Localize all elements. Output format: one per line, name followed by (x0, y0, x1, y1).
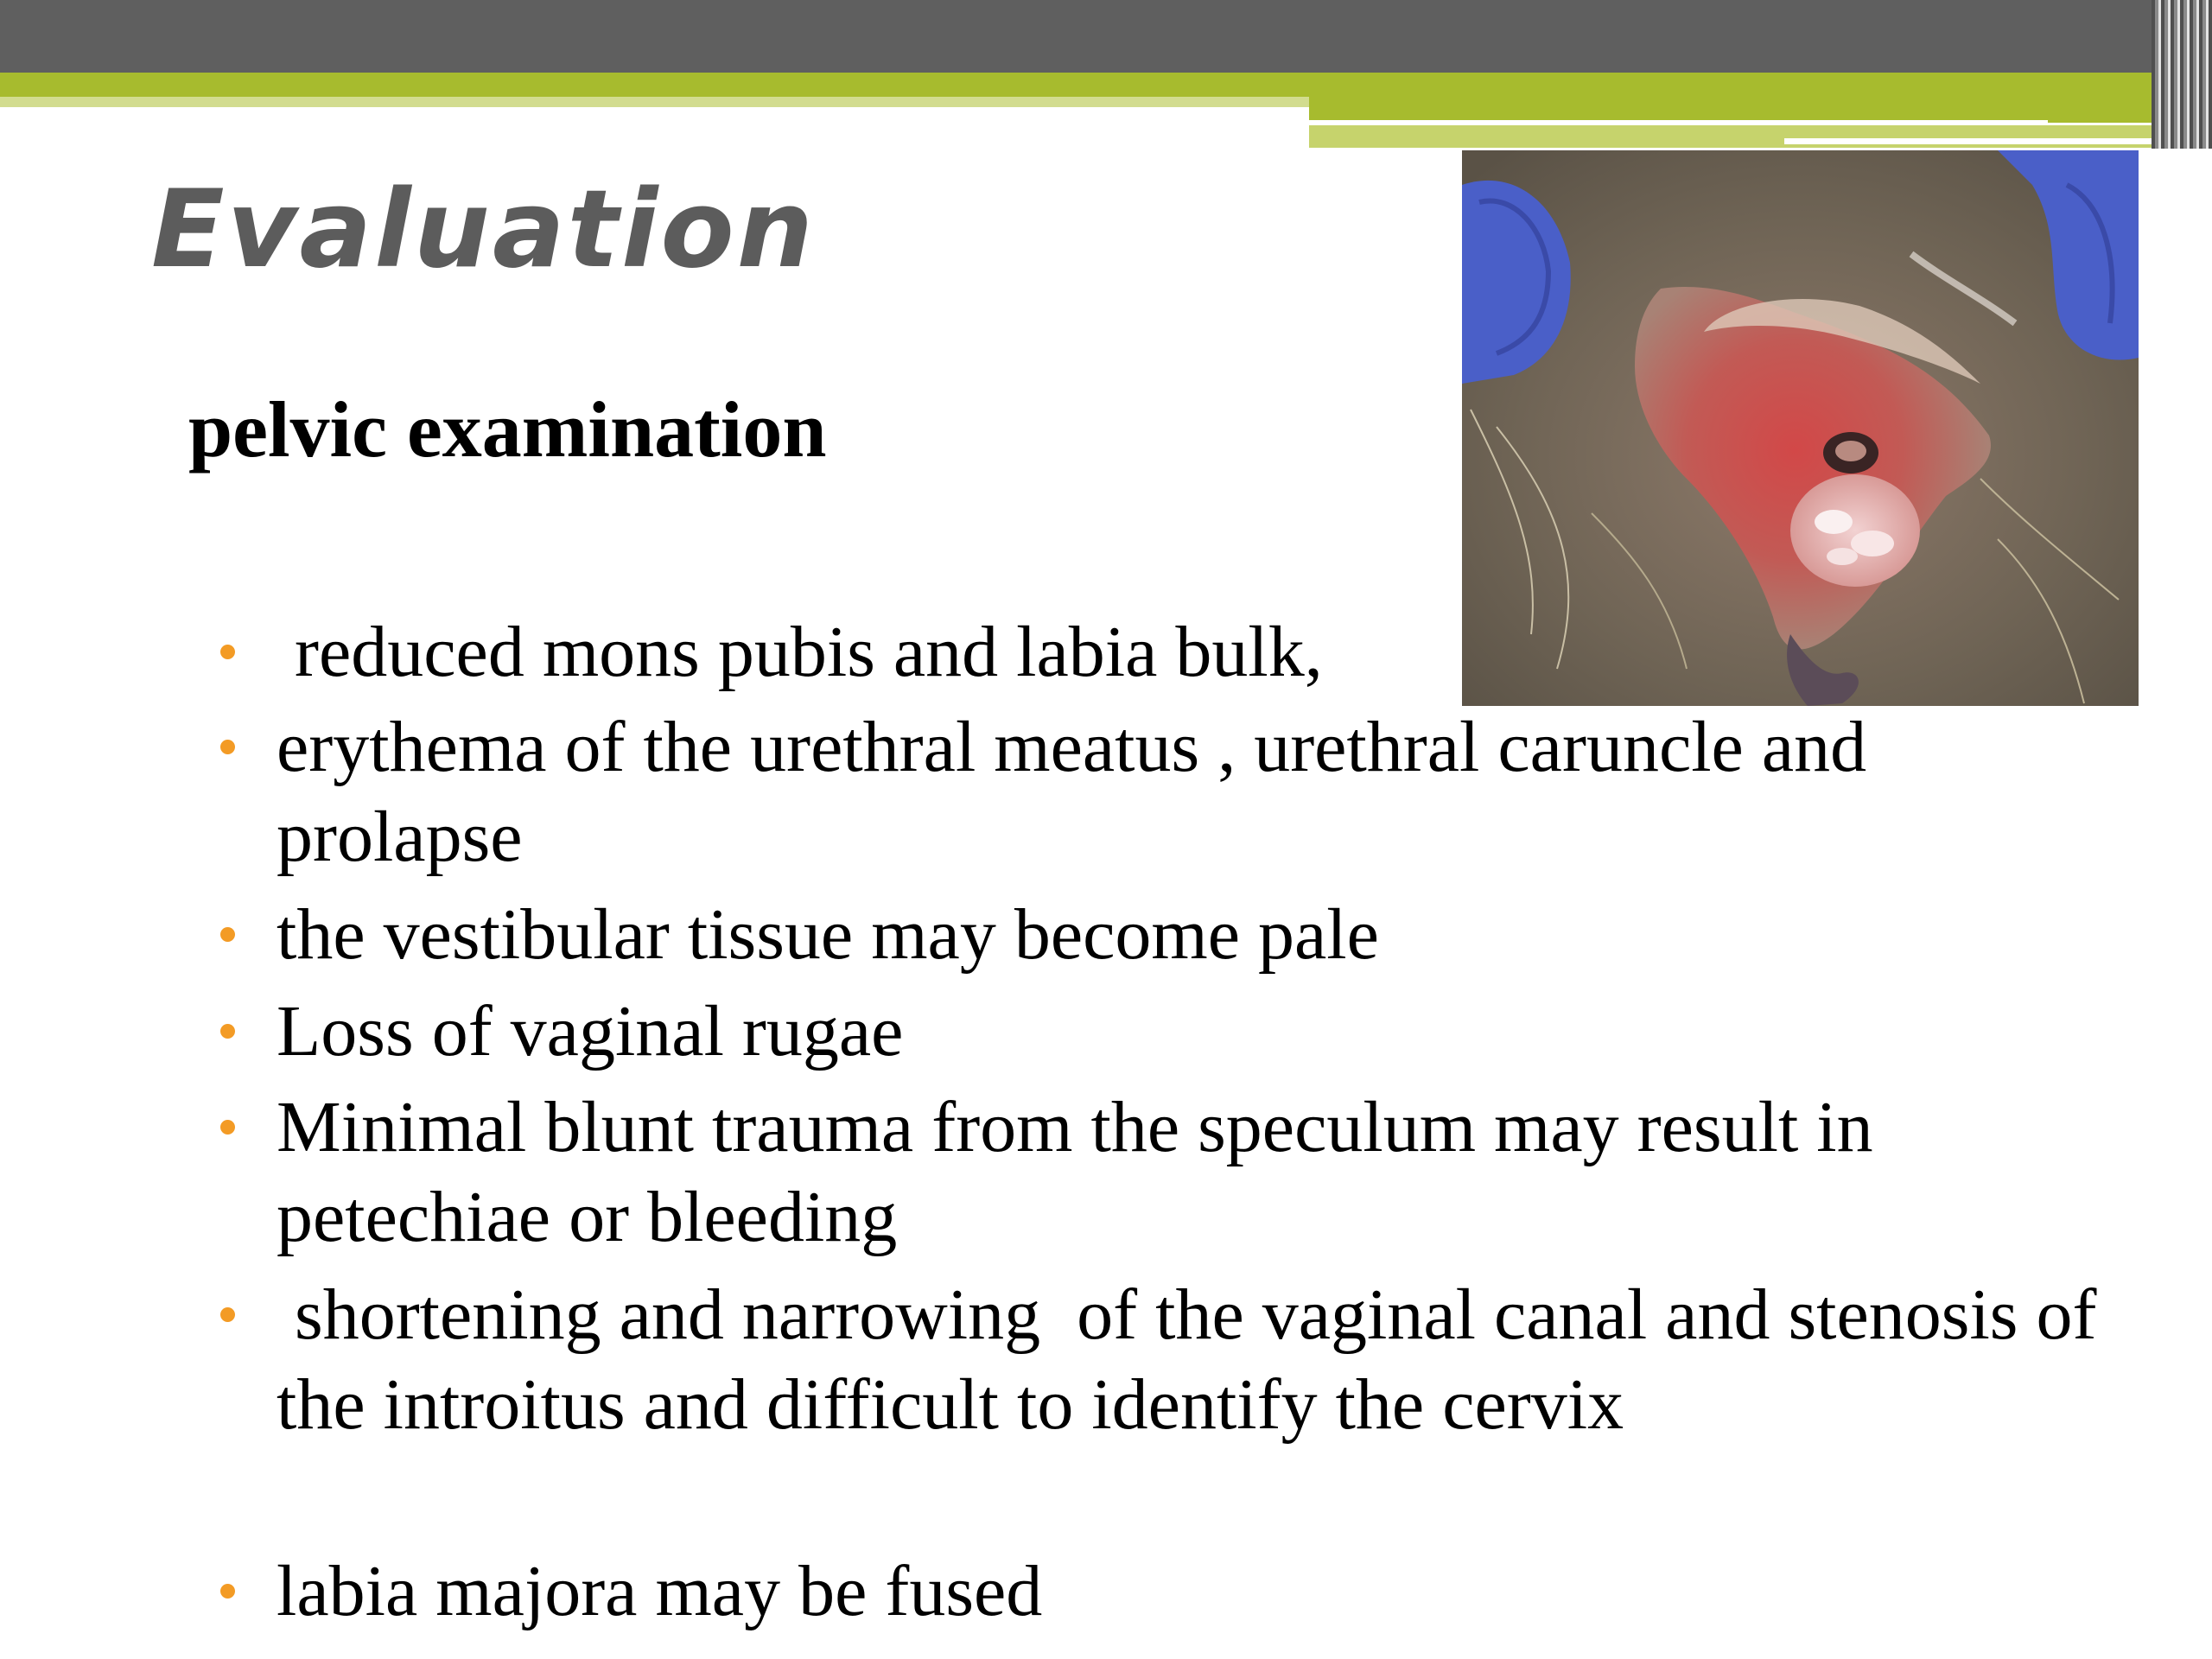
bullet-text: labia majora may be fused (276, 1551, 1043, 1631)
bullet-dot-icon (220, 645, 235, 659)
list-item (276, 607, 2126, 697)
list-item (276, 890, 2126, 980)
bullet-text: Minimal blunt trauma from the speculum may result in petechiae or bleeding (276, 1087, 1891, 1257)
list-item (276, 702, 2126, 882)
list-item (276, 1083, 2126, 1262)
list-item (276, 1547, 2126, 1637)
bullet-text: erythema of the urethral meatus , urethral caruncle and prolapse (276, 707, 1885, 877)
bullet-dot-icon (220, 1584, 235, 1599)
bullet-dot-icon (220, 1307, 235, 1322)
list-item (276, 987, 2126, 1077)
bullet-text: the vestibular tissue may become pale (276, 894, 1379, 975)
bullet-dot-icon (220, 740, 235, 754)
bullet-text: shortening and narrowing of the vaginal canal and stenosis of the introitus and difficult to identify the cervix (276, 1274, 2115, 1445)
list-item (276, 1270, 2126, 1450)
slide-subtitle: pelvic examination (188, 385, 827, 474)
slide-title: Evaluation (151, 168, 816, 292)
bullet-dot-icon (220, 927, 235, 942)
bullet-dot-icon (220, 1024, 235, 1039)
bullet-text: Loss of vaginal rugae (276, 991, 904, 1071)
bullet-dot-icon (220, 1120, 235, 1135)
bullet-text: reduced mons pubis and labia bulk, (276, 612, 1323, 692)
